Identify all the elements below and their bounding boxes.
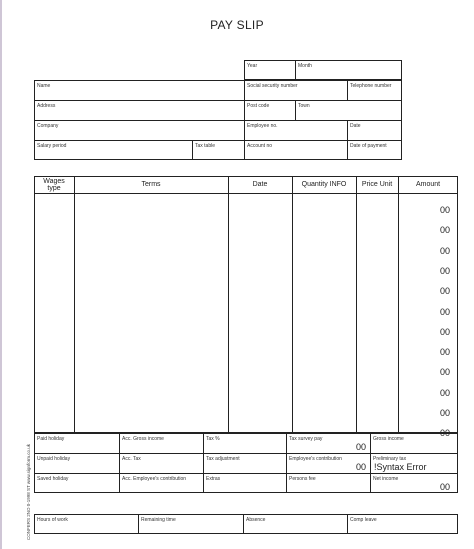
footer-col-line-1 (138, 514, 139, 534)
net-income-label: Net income (373, 476, 399, 482)
col-date: Date (252, 181, 268, 188)
absence-label: Absence (246, 517, 266, 523)
info-col-line-date (347, 120, 348, 160)
amount-value: 00 (439, 387, 450, 398)
col-terms: Terms (141, 181, 161, 188)
address-label: Address (37, 103, 56, 109)
employee-contribution-label: Employee's contribution (289, 456, 342, 462)
footer-col-line-2 (243, 514, 244, 534)
col-line-amount (398, 176, 399, 433)
tax-survey-pay-label: Tax survey pay (289, 436, 323, 442)
col-line-quantity (292, 176, 293, 433)
info-col-line-town (295, 100, 296, 120)
paid-holiday-label: Paid holiday (37, 436, 65, 442)
amount-value: 00 (439, 428, 450, 439)
wages-table-box (34, 176, 458, 433)
amount-value: 00 (439, 286, 450, 297)
unpaid-holiday-label: Unpaid holiday (37, 456, 71, 462)
tax-pct-label: Tax % (206, 436, 220, 442)
amount-value: 00 (439, 347, 450, 358)
col-line-terms (74, 176, 75, 433)
month-label: Month (298, 63, 312, 69)
page-title: PAY SLIP (210, 18, 264, 32)
company-label: Company (37, 123, 59, 129)
preliminary-tax-value: !Syntax Error (374, 462, 427, 472)
col-line-date (228, 176, 229, 433)
summary-col-line-2 (203, 433, 204, 493)
amount-value: 00 (439, 326, 450, 337)
remaining-time-label: Remaining time (141, 517, 176, 523)
acc-tax-label: Acc. Tax (122, 456, 141, 462)
tax-survey-pay-value: 00 (355, 442, 366, 452)
amount-value: 00 (439, 367, 450, 378)
amount-value: 00 (439, 265, 450, 276)
saved-holiday-label: Saved holiday (37, 476, 69, 482)
gross-income-label: Gross income (373, 436, 404, 442)
acc-gross-income-label: Acc. Gross income (122, 436, 164, 442)
side-print-text: CONFERS 2NO 0-1998 ST www.signform.co.uk (26, 444, 31, 540)
summary-col-line-1 (119, 433, 120, 493)
amount-value: 00 (439, 306, 450, 317)
acc-employee-contribution-label: Acc. Employee's contribution (122, 476, 187, 482)
summary-row-line-1 (34, 453, 458, 454)
employee-contribution-value: 00 (355, 462, 366, 472)
town-label: Town (298, 103, 310, 109)
social-security-label: Social security number (247, 83, 298, 89)
account-no-label: Account no (247, 143, 273, 149)
summary-row-line-2 (34, 473, 458, 474)
post-code-label: Post code (247, 103, 270, 109)
date-of-payment-label: Date of payment (350, 143, 387, 149)
info-col-line-taxtable (192, 140, 193, 160)
year-label: Year (247, 63, 258, 69)
col-amount: Amount (415, 181, 441, 188)
amount-value: 00 (439, 225, 450, 236)
info-col-line-phone (347, 80, 348, 100)
employee-no-label: Employee no. (247, 123, 278, 129)
salary-period-label: Salary period (37, 143, 67, 149)
tax-adjustment-label: Tax adjustment (206, 456, 240, 462)
info-row-line-1 (34, 100, 402, 101)
hours-of-work-label: Hours of work (37, 517, 68, 523)
info-col-line-1 (244, 80, 245, 160)
col-price-unit: Price Unit (361, 181, 393, 188)
extras-label: Extras (206, 476, 221, 482)
summary-col-line-3 (286, 433, 287, 493)
year-month-box (244, 60, 402, 80)
left-edge-strip (0, 0, 2, 549)
date-label: Date (350, 123, 361, 129)
telephone-label: Telephone number (350, 83, 392, 89)
summary-col-line-4 (370, 433, 371, 493)
net-income-value: 00 (439, 482, 450, 492)
tax-table-label: Tax table (195, 143, 216, 149)
amount-value: 00 (439, 205, 450, 215)
amount-value: 00 (439, 245, 450, 256)
year-month-divider (295, 60, 296, 80)
name-label: Name (37, 83, 51, 89)
preliminary-tax-label: Preliminary tax (373, 456, 407, 462)
col-line-price (356, 176, 357, 433)
persons-fee-label: Persons fee (289, 476, 316, 482)
comp-leave-label: Comp leave (350, 517, 377, 523)
footer-col-line-3 (347, 514, 348, 534)
amount-value: 00 (439, 408, 450, 418)
wages-header-line (34, 193, 458, 194)
col-wages-type-2: type (47, 185, 61, 192)
col-wages-type-1: Wages (43, 178, 65, 185)
col-quantity: Quantity INFO (301, 181, 347, 188)
